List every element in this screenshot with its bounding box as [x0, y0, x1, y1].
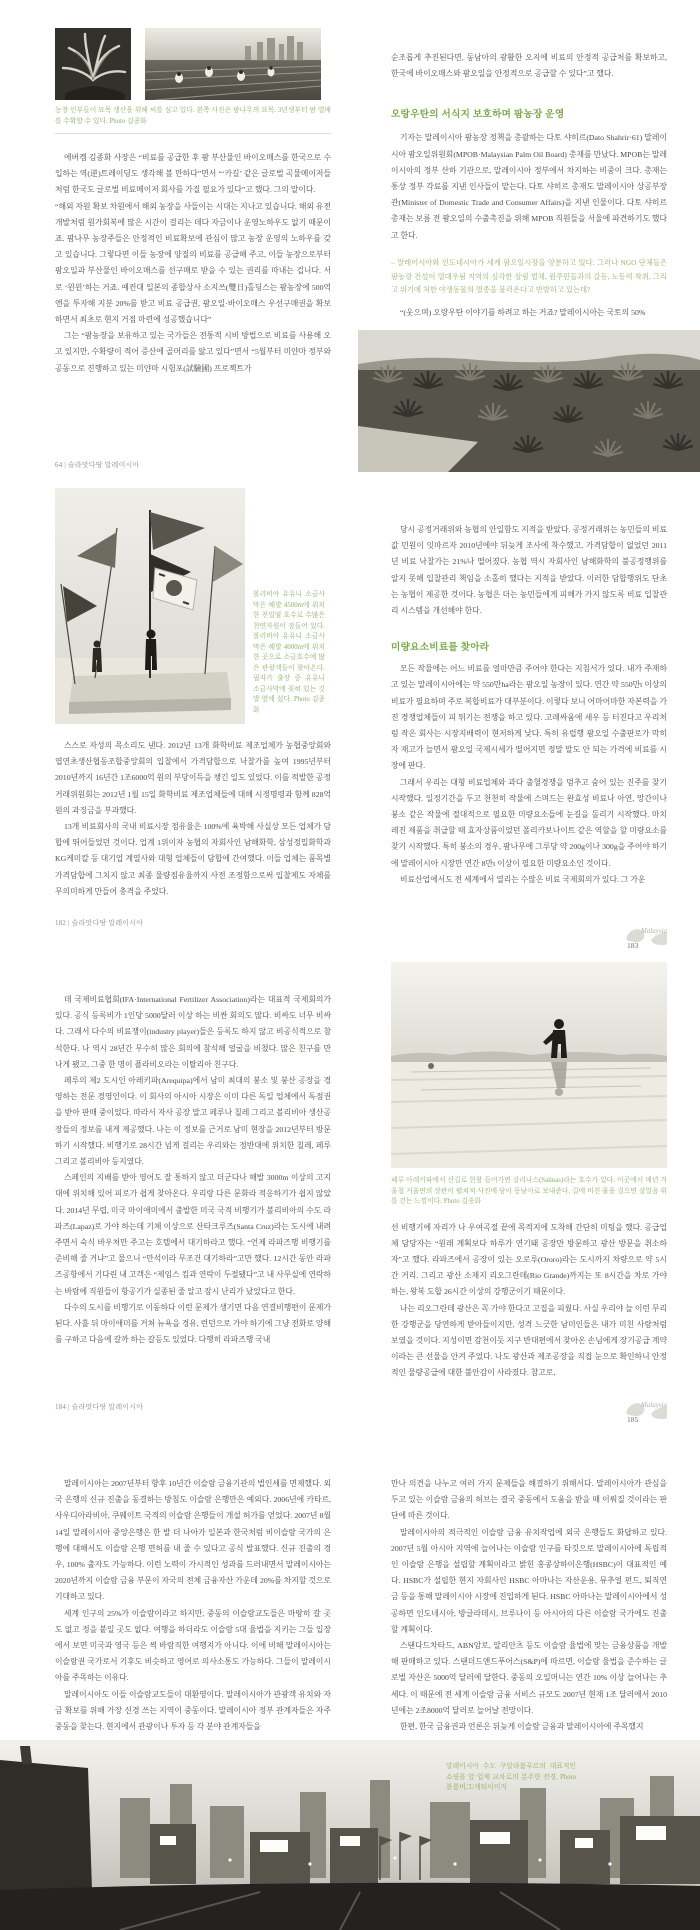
spread-4: [0, 1440, 700, 1930]
interview-question: – 말레이시아와 인도네시아가 세계 팜오일시장을 양분하고 있다. 그러나 NGO 단체들은 팜농장 건설이 열대우림 지역의 심각한 삼림 벌채, 원주민들과의 갈등, 노동력 착취, 그리고 위기에 처한 야생동물의 멸종을 불러온다고 반발하고 있는데?: [391, 257, 667, 295]
spread1-left-page: [55, 28, 331, 472]
body-text: [55, 1476, 331, 1735]
photo-kuala-lumpur-night: [0, 1740, 700, 1930]
body-text: [55, 738, 331, 900]
section-heading: 오랑우탄의 서식지 보호하며 팜농장 운영: [391, 109, 565, 121]
photo-caption: 페루 아레키파에서 산길로 한참 들어가면 살리나스(Salinas)라는 호수가 있다. 이곳에서 매년 겨울철 거울면의 장관이 펼쳐져 사진에 담아 동남아로 보내준다. 길에 비친 물을 걸으면 살얼음 위를 걷는 느낌이다. Photo 김종화: [391, 1177, 667, 1205]
body-text: [391, 1220, 667, 1382]
body-text: [55, 150, 331, 377]
paragraph: “해외 자원 확보 차원에서 해외 농장을 사들이는 시대는 지나고 있습니다. 해외 유전개발처럼 원가회복에 많은 시간이 걸리는 데다 자금이나 운영노하우도 없기 때문이죠. 팜나무 농장주들은 안정적인 비료확보에 관심이 많고 농장 운영의 노하우를 갖고 있습니다. 그렇다면 이들 농장에 양질의 비료를 공급해 주고, 이들 농장으로부터 팜오일과 부산물인 바이오매스를 선구매로 받을 수 있는 권리를 따내는 겁니다. 서로 ‘윈윈’하는 거죠. 예컨대 일본의 종합상사 소지쓰(雙日)홀딩스는 팜농장에 500억 엔을 투자해 지분 20%를 받고 비료 공급권, 팜오일·바이오매스 우선구매권을 확보하면서 최초로 현지 거점 마련에 성공했습니다”: [55, 201, 331, 325]
photo-palm-plantation: [358, 330, 700, 472]
paragraph: 스스로 자성의 목소리도 낸다. 2012년 13개 화학비료 제조업체가 농협중앙회와 엽연초생산협동조합중앙회의 입찰에서 가격담합으로 낙찰가를 높여 1995년부터 2010년까지 16년간 1조6000억 원의 부당이득을 챙긴 일도 있었다. 이를 적발한 공정거래위원회는 2012년 1월 15일 화학비료 제조업체들에 대해 시정명령과 함께 828억 원의 과징금을 부과했다.: [55, 741, 331, 815]
paragraph: 나는 리오그란데 광산은 꼭 가야 한다고 고집을 피웠다. 사실 우리야 늘 이런 무리한 강행군을 당연하게 받아들이지만, 성격 느긋한 남미인들은 내가 미친 사람처럼 보였을 것이다. 지성이면 감천이듯 지구 반대편에서 찾아온 손님에게 장기공급 계약이라는 큰 선물을 안겨 주었다. 나도 광산과 제조공장을 직접 눈으로 확인하니 안정적인 물량공급에 대한 불안감이 사라졌다. 참고로,: [391, 1303, 667, 1378]
paragraph: 그는 “팜농장을 보유하고 있는 국가들은 전통적 시비 방법으로 비료를 사용해 오고 있지만, 수확량이 적어 증산에 골머리를 앓고 있다”면서 “5월부터 미얀마 정부와 공동으로 진행하고 있는 미얀마 시험포(試驗圃) 프로젝트가: [55, 331, 331, 373]
paragraph: 에버켐 김종화 사장은 “비료를 공급한 후 팜 부산물인 바이오매스를 한국으로 수입하는 역(逆)트레이딩도 생각해 볼 만하다”면서 “‘카길’ 같은 글로벌 곡물메이저들처럼 한국도 글로벌 비료메이저 회사를 가질 필요가 있다”고 했다. 그의 말이다.: [55, 153, 331, 195]
svg-text:Malaysia: Malaysia: [640, 1401, 668, 1409]
spread2-right-page: [391, 486, 667, 954]
caption-divider: [55, 133, 331, 134]
photo-row: [55, 28, 331, 100]
malaysia-map-stamp: [621, 922, 667, 952]
paragraph: 한편, 한국 금융권과 언론은 뒤늦게 이슬람 금융과 말레이시아에 주목했지: [400, 1722, 644, 1732]
paragraph: 선 비행기에 자리가 나 우여곡절 끝에 목적지에 도착해 간단히 미팅을 했다. 공급업체 담당자는 “원래 계획보다 하루가 연기돼 공장만 방문하고 광산 방문을 취소하자”고 했다. 라파즈에서 공장이 있는 오로루(Ororo)라는 도시까지 차량으로 약 5시간 거리. 그리고 광산 소재지 리오그란데(Rio Grande)까지는 또 8시간을 차로 가야 하는, 왕복 도합 26시간 이상의 강행군이기 때문이다.: [391, 1222, 667, 1297]
photo-field-workers: [145, 28, 321, 100]
malaysia-map-stamp: [621, 1396, 667, 1426]
spread-1: [0, 28, 700, 472]
spread3-left-page: [55, 962, 331, 1426]
body-text: [391, 1476, 667, 1735]
svg-text:Malaysia: Malaysia: [640, 927, 668, 935]
spread-2: [0, 486, 700, 954]
paragraph: 당시 공정거래위와 농협의 안일함도 지적을 받았다. 공정거래위는 농민들의 비료값 민원이 잇따르자 2010년에야 뒤늦게 조사에 착수했고, 가격담합이 없었던 2011년 비료 낙찰가는 21%나 떨어졌다. 농협 역시 자회사인 남해화학의 불공정행위를 알지 못해 입찰관리 책임을 소홀히 했다는 지적을 받았다. 이러한 담합행위도 단초는 농협이 제공한 것이다. 농협은 더는 농민들에게 피해가 가지 않도록 비료 입찰관리 시스템을 개선해야 한다.: [391, 525, 667, 616]
photo-salt-flat-mirror: [391, 962, 667, 1168]
spread2-left-page: [55, 486, 331, 954]
paragraph: 말레이시아는 2007년부터 향후 10년간 이슬람 금융기관의 법인세를 면제했다. 외국 은행의 신규 진출을 동결하는 방침도 이슬람 은행만은 예외다. 2006년에 카타르, 사우디아라비아, 쿠웨이트 국적의 이슬람 은행들이 개설 허가를 얻었다. 2007년 8월 14일 말레이시아 중앙은행은 한 발 더 나아가 일본과 한국처럼 비이슬람 국가의 은행에 대해서도 이슬람 은행 면허를 내 줄 수 있다고 공식 발표했다. 신규 진출의 경우, 100% 출자도 가능하다. 이런 노력이 가시적인 성과를 드러내면서 말레이시아는 2020년까지 이슬람 금융 부문이 자국의 전체 금융자산 가운데 20%를 차지할 것으로 기대하고 있다.: [55, 1479, 331, 1602]
paragraph: “(웃으며) 오랑우탄 이야기를 하려고 하는 거죠? 말레이시아는 국토의 50%: [400, 308, 646, 318]
photo-uyuni-flags: [55, 488, 245, 724]
photo-caption: 농장 인부들이 묘목 생산을 위해 씨를 심고 있다. 왼쪽 사진은 팜나무의 묘목. 3년생부터 팜 열매를 수확할 수 있다. Photo 김종화: [55, 107, 331, 125]
page-footer: 64 | 슬라맛다땅 말레이시아: [55, 461, 140, 469]
section-heading: 미량요소비료를 찾아라: [391, 642, 490, 654]
page-number: 185: [627, 1415, 639, 1424]
paragraph: 만나 의견을 나누고 여러 가지 문제들을 해결하기 위해서다. 말레이시아가 관심을 두고 있는 이슬람 금융의 허브는 결국 중동에서 도움을 받을 때 이뤄질 것이라는 판단에 따른 것이다.: [391, 1479, 667, 1521]
spread3-right-page: [391, 962, 667, 1426]
paragraph: 데 국제비료협회(IFA·International Fertilizer Association)라는 대표적 국제회의가 있다. 공식 등록비가 1인당 5000달러 이상 하는 비싼 회의도 많다. 비싸도 너무 비싸다. 그래서 다수의 비료쟁이(industry player)들은 등록도 하지 않고 비공식적으로 참석한다. 나 역시 28년간 무수히 많은 회의에 참석해 얼굴을 비쳤다. 많은 친구를 만나게 됐고, 그중 한 명이 플라비오라는 이탈리아 친구다.: [55, 995, 331, 1069]
photo-caption-column: 볼리비아 유유니 소금사막은 해발 4500m에 위치한 천일염 호수로 수많은 천연자원이 잠들어 있다. 볼리비아 유유니 소금사막은 해발 4000m에 위치한 곳으로 소금호수에 많은 관광객들이 찾아온다. 필자가 출장 중 유유니 소금사막에 꽂혀 있는 깃발 옆에 섰다. Photo 김종화: [253, 591, 325, 714]
photo-caption-overlay: 말레이시아 수도 쿠알라룸푸르의 대표적인 쇼핑몰 앞 입체 교차로의 분주한 전경. Photo 블룸버그/게티이미지: [446, 1763, 576, 1791]
paragraph: 13개 비료회사의 국내 비료시장 점유율은 100%에 육박해 사실상 모든 업체가 담합에 뛰어들었던 것이다. 업계 1위이자 농협의 자회사인 남해화학, 삼성정밀화학과 KG케미칼 등 대기업 계열사와 대형 업체들이 담합에 간여했다. 이들 업체는 품목별 가격담합에 그치지 않고 최종 물량점유율까지 사전 조정함으로써 입찰제도 자체를 무의미하게 만들어 충격을 주었다.: [55, 822, 331, 896]
page-footer: 184 | 슬라맛다땅 말레이시아: [55, 1403, 144, 1411]
paragraph: 기자는 말레이시아 팜농장 정책을 총괄하는 다토 샤히르(Dato Shahrir·61) 말레이시아 팜오일위원회(MPOB·Malaysian Palm Oil Board) 총재를 만났다. MPOB는 말레이시아의 정부 산하 기관으로, 말레이시아 정부에서 차지하는 비중이 크다. 총재는 통상 정부 각료를 지낸 인사들이 맡는다. 다토 샤히르 총재도 말레이시아 상공부장관(Minister of Domestic Trade and Consumer Affairs)을 지낸 인물이다. 다토 샤히르 총재는 보름 전 팜오일의 수출촉진을 위해 MPOB 직원들을 서울에 파견하기도 했다고 한다.: [391, 133, 667, 240]
paragraph: 말레이시아의 적극적인 이슬람 금융 유치작업에 외국 은행들도 화답하고 있다. 2007년 5월 아시아 지역에 늘어나는 이슬람 인구를 타깃으로 말레이시아에 독립적인 이슬람 은행을 설립할 계획이라고 밝힌 홍콩상하이은행(HSBC)이 대표적인 예다. HSBC가 설립한 현지 자회사인 HSBC 아마나는 자산운용, 뮤추얼 펀드, 퇴직연금 등을 통해 말레이시아 시장에 진입하게 된다. HSBC 아마나는 말레이시아에서 성공하면 인도네시아, 방글라데시, 브루나이 등 아시아의 다른 이슬람 국가에도 진출할 계획이다.: [391, 1527, 667, 1634]
paragraph: 페루의 제2 도시인 아레키파(Arequipa)에서 남미 최대의 붕소 및 붕산 공장을 경영하는 전문 경영인이다. 이 회사의 아시아 시장은 이미 다른 독일 업체에서 독점권을 받아 판매 중이었다. 따라서 자사 공장 말고 페루나 칠레 그리고 볼리비아 생산공장들의 정보를 내게 제공했다. 나는 이 정보를 근거로 남미 현장을 2012년부터 방문하기 시작했다. 비행기로 28시간 넘게 걸리는 우리와는 정반대에 위치한 칠레, 페루 그리고 볼리비아 등지였다.: [55, 1076, 331, 1167]
paragraph: 그래서 우리는 대형 비료업체와 과다 출혈경쟁을 멈추고 숨어 있는 진주를 찾기 시작했다. 일정기간을 두고 천천히 작물에 스며드는 완효성 비료나 아연, 망간이나 붕소 같은 작물에 절대적으로 필요한 미량요소들에 눈길을 돌리기 시작했다. 마치 레진 제품을 취급할 때 효자상품이었던 폴리카보나이트 같은 역할을 할 미량요소를 찾기 시작했다. 특히 붕소의 경우, 팜나무에 그루당 약 200g이나 300g을 주어야 하기에 말레이시아 시장만 연간 8만t 이상이 필요한 미량요소인 것이다.: [391, 777, 667, 868]
paragraph: 순조롭게 추진된다면, 동남아의 광활한 오지에 비료의 안정적 공급처를 확보하고, 한국에 바이오매스와 팜오일을 안정적으로 공급할 수 있다”고 했다.: [391, 53, 667, 79]
page-number: 183: [627, 941, 639, 950]
paragraph: 모든 작물에는 어느 비료를 얼마만큼 주어야 한다는 지침서가 있다. 내가 주재하고 있는 말레이시아에는 약 550만ha라는 팜오일 농장이 있다. 연간 약 550만t 이상의 비료가 필요하며 주로 복합비료가 대부분이다. 이렇다 보니 어마어마한 자본력을 가진 경쟁업체들이 피 튀기는 전쟁을 하고 있다. 고래싸움에 새우 등 터진다고 우리처럼 작은 회사는 시장지배력이 현저하게 낮다. 특히 유럽행 팜오일 수출판로가 막히자 재고가 늘면서 팜오일 국제시세가 떨어지면 정말 말도 안 되는 가격에 비료를 시장에 판다.: [391, 664, 667, 771]
paragraph: 다수의 도시를 비행기로 이동하다 이런 문제가 생기면 다음 연결비행편이 문제가 된다. 사흘 뒤 마이애미를 거쳐 뉴욕을 경유, 런던으로 가야 하기에 그냥 전화로 양해를 구하고 다음에 갈까 하는 갈등도 있었다. 다행히 라파즈행 국내: [55, 1302, 331, 1345]
photo-palm-seedling: [55, 28, 131, 100]
paragraph: 세계 인구의 25%가 이슬람이라고 하지만, 중동의 이슬람교도들은 마땅히 갈 곳도 없고 정을 붙일 곳도 없다. 여행을 하더라도 이슬람 5대 율법을 지키는 그들 입장에서 보면 미국과 영국 등은 썩 바람직한 여행지가 아니다. 이에 비해 말레이시아는 이슬람권 국가로서 기후도 비슷하고 영어로 의사소통도 가능하다. 그들이 말레이시아를 주목하는 이유다.: [55, 1608, 331, 1683]
page-footer: 182 | 슬라맛다땅 말레이시아: [55, 919, 144, 927]
paragraph: 스페인의 지배를 받아 영어도 잘 통하지 않고 더군다나 해발 3000m 이상의 고지대에 위치해 있어 피로가 쉽게 찾아온다. 우리랑 다른 문화라 적응하기가 쉽지 않았다. 2014년 무렵, 미국 마이애미에서 출발한 미국 국적 비행기가 볼리비아의 수도 라파즈(Lapaz)로 가야 하는데 기체 이상으로 산타크루즈(Santa Cruz)라는 도시에 내려주면서 숙식 바우처만 주고는 호텔에서 대기하라고 했다. “언제 라파즈행 비행기를 준비해 줄 거냐”고 물으니 “만석이라 무조건 대기하라”고만 했다. 12시간 동안 라파즈공항에서 기다린 내 고객은 “제임스 킴과 연락이 두절됐다”고 내 사무실에 연락하는 바람에 직원들이 항공기가 실종된 줄 알고 잠시 난리가 났었다고 한다.: [55, 1173, 331, 1296]
body-text: [55, 992, 331, 1348]
paragraph: 비료산업에서도 전 세계에서 열리는 수많은 비료 국제회의가 있다. 그 가운: [400, 874, 646, 884]
paragraph: 스탠다드차타드, ABN암로, 알리안츠 등도 이슬람 율법에 맞는 금융상품을 개발해 판매하고 있다. 스탠더드앤드푸어스(S&P)에 따르면, 이슬람 율법을 준수하는 글로벌 자산은 5000억 달러에 달한다. 중동의 오일머니는 연간 10% 이상 늘어나는 추세다. 이 때문에 전 세계 이슬람 금융 서비스 규모도 2007년 현재 1조 달러에서 2010년에는 2조8000억 달러로 늘어날 전망이다.: [391, 1641, 667, 1715]
paragraph: 말레이시아도 이들 이슬람교도들이 대환영이다. 말레이시아가 관광객 유치와 자금 확보를 위해 가장 신경 쓰는 지역이 중동이다. 말레이시아 정부 관계자들은 자주 중동을 찾는다. 현지에서 관광이나 투자 등 각 분야 관계자들을: [55, 1689, 331, 1732]
spread-3: [0, 962, 700, 1426]
